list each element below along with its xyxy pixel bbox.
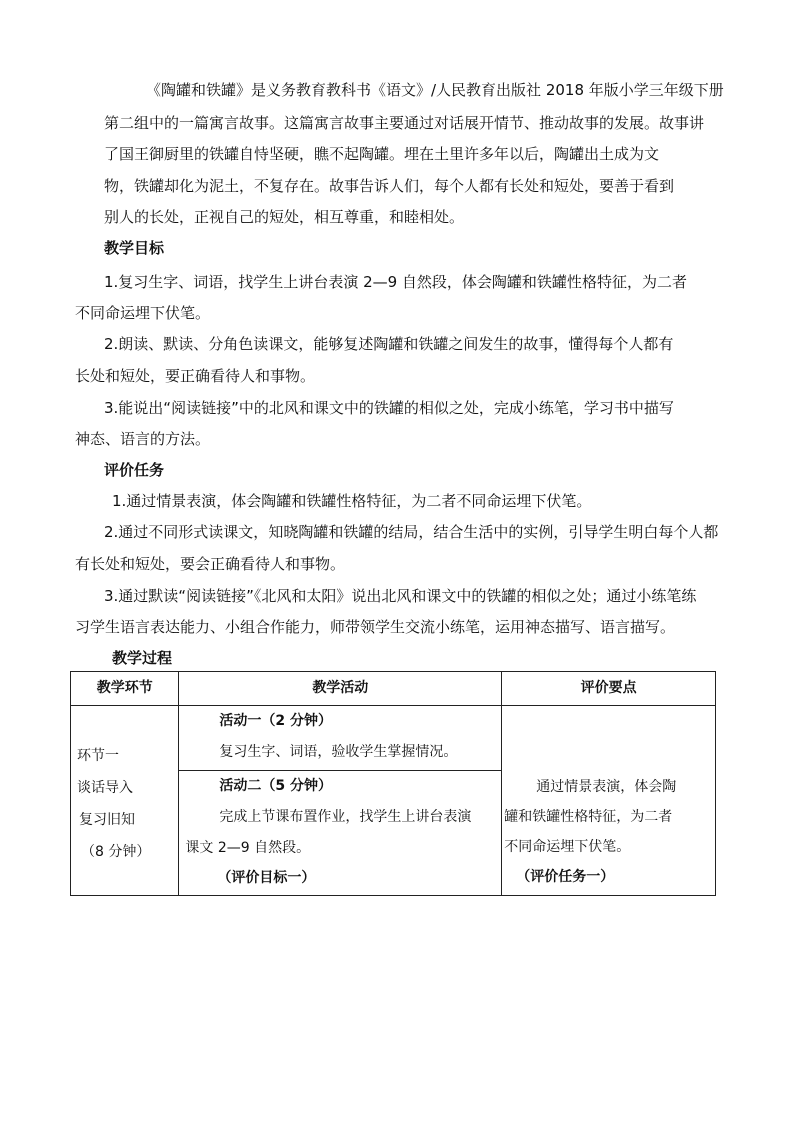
- task-2-line-1: 2.通过不同形式读课文，知晓陶罐和铁罐的结局，结合生活中的实例，引导学生明白每个人都: [104, 523, 719, 541]
- task-1: 1.通过情景表演，体会陶罐和铁罐性格特征，为二者不同命运埋下伏笔。: [112, 492, 592, 510]
- table-row: [71, 706, 716, 771]
- stage-cell: [71, 706, 179, 896]
- process-table: [70, 671, 716, 896]
- stage-name: 谈话导入: [77, 780, 133, 796]
- activity-1-title: 活动一（2 分钟）: [219, 713, 333, 729]
- intro-line-4: 物，铁罐却化为泥土，不复存在。故事告诉人们，每个人都有长处和短处，要善于看到: [104, 177, 675, 195]
- eval-line-1: 通过情景表演，体会陶: [536, 779, 677, 795]
- stage-subname: 复习旧知: [79, 812, 135, 828]
- activity-2-title: 活动二（5 分钟）: [219, 778, 333, 794]
- intro-line-2: 第二组中的一篇寓言故事。这篇寓言故事主要通过对话展开情节、推动故事的发展。故事讲: [104, 114, 705, 132]
- task-3-line-1: 3.通过默读“阅读链接”《北风和太阳》说出北风和课文中的铁罐的相似之处；通过小练笔练: [104, 587, 697, 605]
- intro-line-5: 别人的长处，正视自己的短处，相互尊重，和睦相处。: [104, 208, 465, 226]
- goal-2-line-1: 2.朗读、默读、分角色读课文，能够复述陶罐和铁罐之间发生的故事，懂得每个人都有: [104, 335, 674, 353]
- tasks-heading: 评价任务: [104, 461, 165, 479]
- goal-1-line-2: 不同命运埋下伏笔。: [75, 304, 211, 322]
- stage-duration: （8 分钟）: [81, 844, 151, 860]
- col-header-evaluation: 评价要点: [502, 672, 716, 706]
- col-header-activity: 教学活动: [179, 672, 502, 706]
- process-heading: 教学过程: [112, 649, 173, 667]
- intro-line-3: 了国王御厨里的铁罐自恃坚硬，瞧不起陶罐。埋在土里许多年以后，陶罐出土成为文: [104, 145, 660, 163]
- eval-line-2: 罐和铁罐性格特征，为二者: [504, 809, 673, 825]
- goal-3-line-2: 神态、语言的方法。: [75, 430, 211, 448]
- goal-1-line-1: 1.复习生字、词语，找学生上讲台表演 2—9 自然段，体会陶罐和铁罐性格特征，为二者: [104, 273, 687, 291]
- intro-line-1: 《陶罐和铁罐》是义务教育教科书《语文》/人民教育出版社 2018 年版小学三年级下册: [146, 81, 724, 99]
- activity-1-cell: [179, 706, 502, 771]
- eval-task: （评价任务一）: [516, 869, 615, 885]
- stage-number: 环节一: [77, 748, 119, 764]
- col-header-stage: 教学环节: [71, 672, 179, 706]
- activity-1-text: 复习生字、词语，验收学生掌握情况。: [219, 744, 458, 760]
- evaluation-cell: [502, 706, 716, 896]
- activity-2-text-2: 课文 2—9 自然段。: [185, 840, 311, 856]
- activity-2-text-1: 完成上节课布置作业，找学生上讲台表演: [219, 809, 472, 825]
- activity-goal: （评价目标一）: [217, 870, 316, 886]
- activity-2-cell: [179, 771, 502, 896]
- task-3-line-2: 习学生语言表达能力、小组合作能力，师带领学生交流小练笔，运用神态描写、语言描写。: [75, 618, 676, 636]
- eval-line-3: 不同命运埋下伏笔。: [504, 839, 631, 855]
- goals-heading: 教学目标: [104, 239, 165, 257]
- goal-2-line-2: 长处和短处，要正确看待人和事物。: [75, 367, 316, 385]
- table-header-row: [71, 672, 716, 706]
- goal-3-line-1: 3.能说出“阅读链接”中的北风和课文中的铁罐的相似之处，完成小练笔，学习书中描写: [104, 399, 674, 417]
- task-2-line-2: 有长处和短处，要会正确看待人和事物。: [75, 555, 346, 573]
